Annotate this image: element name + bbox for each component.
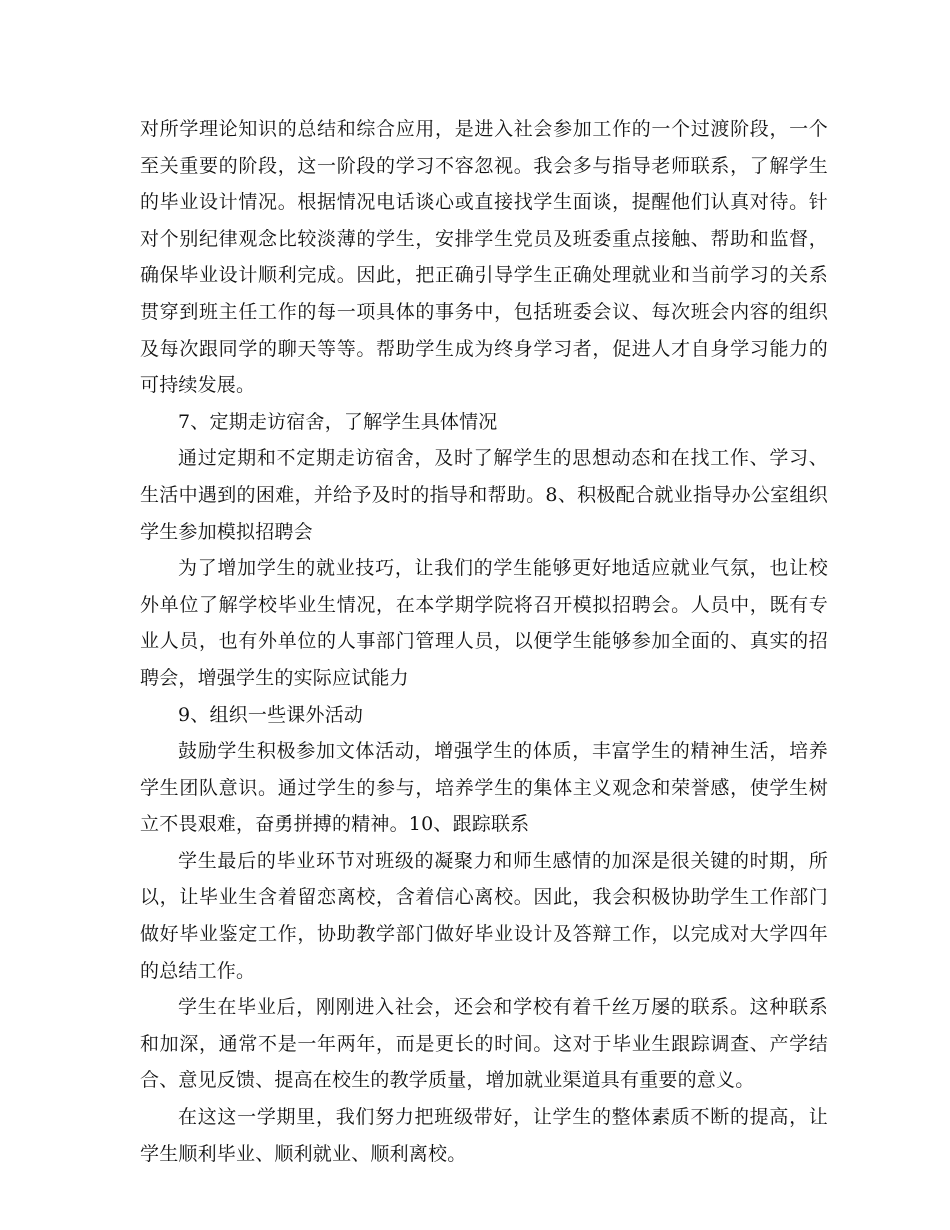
paragraph-dorm-visits: 通过定期和不定期走访宿舍，及时了解学生的思想动态和在找工作、学习、生活中遇到的困难，并给予及时的指导和帮助。8、积极配合就业指导办公室组织学生参加模拟招聘会 <box>140 447 828 543</box>
paragraph-continued: 对所学理论知识的总结和综合应用，是进入社会参加工作的一个过渡阶段，一个至关重要的阶段，这一阶段的学习不容忽视。我会多与指导老师联系，了解学生的毕业设计情况。根据情况电话谈心或直接找学生面谈，提醒他们认真对待。针对个别纪律观念比较淡薄的学生，安排学生党员及班委重点接触、帮助和监督，确保毕业设计顺利完成。因此，把正确引导学生正确处理就业和当前学习的关系贯穿到班主任工作的每一项具体的事务中，包括班委会议、每次班会内容的组织及每次跟同学的聊天等等。帮助学生成为终身学习者，促进人才自身学习能力的可持续发展。 <box>140 118 828 397</box>
section-heading-9: 9、组织一些课外活动 <box>178 703 364 726</box>
paragraph-mock-job-fair: 为了增加学生的就业技巧，让我们的学生能够更好地适应就业气氛，也让校外单位了解学校毕业生情况，在本学期学院将召开模拟招聘会。人员中，既有专业人员，也有外单位的人事部门管理人员，以便学生能够参加全面的、真实的招聘会，增强学生的实际应试能力 <box>140 557 828 689</box>
section-heading-7: 7、定期走访宿舍，了解学生具体情况 <box>178 410 498 433</box>
paragraph-graduation: 学生最后的毕业环节对班级的凝聚力和师生感情的加深是很关键的时期，所以，让毕业生含着留恋离校，含着信心离校。因此，我会积极协助学生工作部门做好毕业鉴定工作，协助教学部门做好毕业设计及答辩工作，以完成对大学四年的总结工作。 <box>140 849 828 982</box>
document-body <box>140 111 828 1172</box>
paragraph-conclusion: 在这这一学期里，我们努力把班级带好，让学生的整体素质不断的提高，让学生顺利毕业、顺利就业、顺利离校。 <box>140 1106 828 1165</box>
paragraph-follow-up: 学生在毕业后，刚刚进入社会，还会和学校有着千丝万屡的联系。这种联系和加深，通常不是一年两年，而是更长的时间。这对于毕业生跟踪调查、产学结合、意见反馈、提高在校生的教学质量，增加就业渠道具有重要的意义。 <box>140 996 828 1092</box>
paragraph-activities: 鼓励学生积极参加文体活动，增强学生的体质，丰富学生的精神生活，培养学生团队意识。通过学生的参与，培养学生的集体主义观念和荣誉感，使学生树立不畏艰难，奋勇拼搏的精神。10、跟踪联系 <box>140 740 828 836</box>
